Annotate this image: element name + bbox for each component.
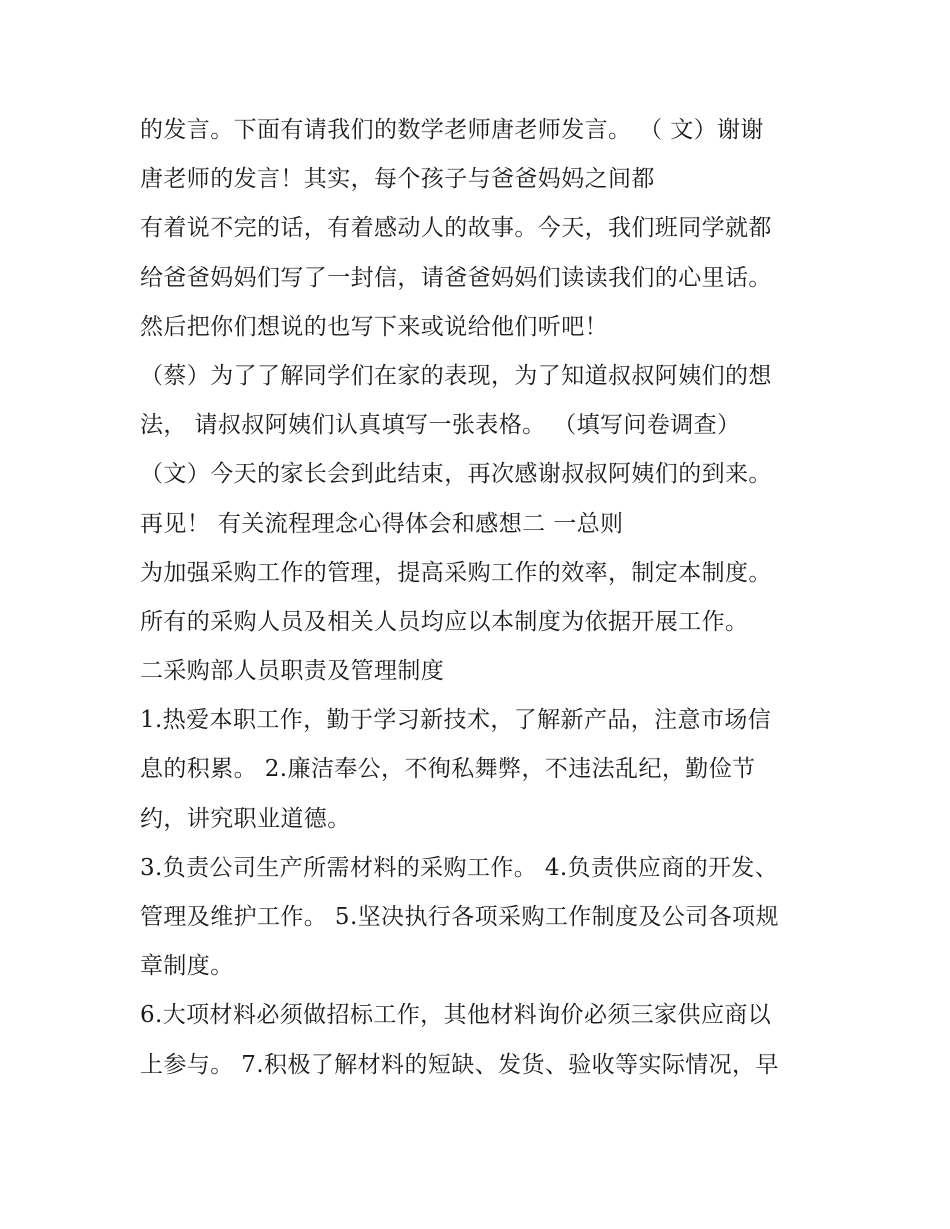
text-line: 所有的采购人员及相关人员均应以本制度为依据开展工作。 bbox=[140, 608, 749, 635]
text-line: 管理及维护工作。 5.坚决执行各项采购工作制度及公司各项规 bbox=[140, 904, 779, 930]
text-line: 法， 请叔叔阿姨们认真填写一张表格。 （填写问卷调查） bbox=[140, 412, 741, 439]
text-line: 3.负责公司生产所需材料的采购工作。 4.负责供应商的开发、 bbox=[140, 854, 779, 881]
text-line: 息的积累。 2.廉洁奉公，不徇私舞弊，不违法乱纪，勤俭节 bbox=[140, 756, 756, 783]
text-line: 1.热爱本职工作，勤于学习新技术，了解新产品，注意市场信 bbox=[140, 707, 772, 734]
body-text bbox=[140, 106, 830, 1090]
text-line: 唐老师的发言！其实，每个孩子与爸爸妈妈之间都 bbox=[140, 166, 655, 193]
text-line: 为加强采购工作的管理，提高采购工作的效率，制定本制度。 bbox=[140, 559, 772, 586]
text-line: 6.大项材料必须做招标工作，其他材料询价必须三家供应商以 bbox=[140, 1002, 772, 1029]
text-line: 上参与。 7.积极了解材料的短缺、发货、验收等实际情况，早 bbox=[140, 1051, 779, 1078]
section-heading: 二采购部人员职责及管理制度 bbox=[140, 658, 445, 685]
text-line: 章制度。 bbox=[140, 953, 234, 980]
text-line: 再见！ 有关流程理念心得体会和感想二 一总则 bbox=[140, 510, 624, 537]
text-line: 然后把你们想说的也写下来或说给他们听吧！ bbox=[140, 313, 608, 340]
text-line: （蔡）为了了解同学们在家的表现，为了知道叔叔阿姨们的想 bbox=[140, 362, 772, 389]
text-line: 约，讲究职业道德。 bbox=[140, 805, 351, 832]
text-line: （文）今天的家长会到此结束，再次感谢叔叔阿姨们的到来。 bbox=[140, 461, 772, 488]
text-line: 有着说不完的话，有着感动人的故事。今天，我们班同学就都 bbox=[140, 215, 772, 242]
text-line: 给爸爸妈妈们写了一封信，请爸爸妈妈们读读我们的心里话。 bbox=[140, 264, 772, 291]
text-line: 的发言。下面有请我们的数学老师唐老师发言。 （ 文）谢谢 bbox=[140, 117, 764, 143]
